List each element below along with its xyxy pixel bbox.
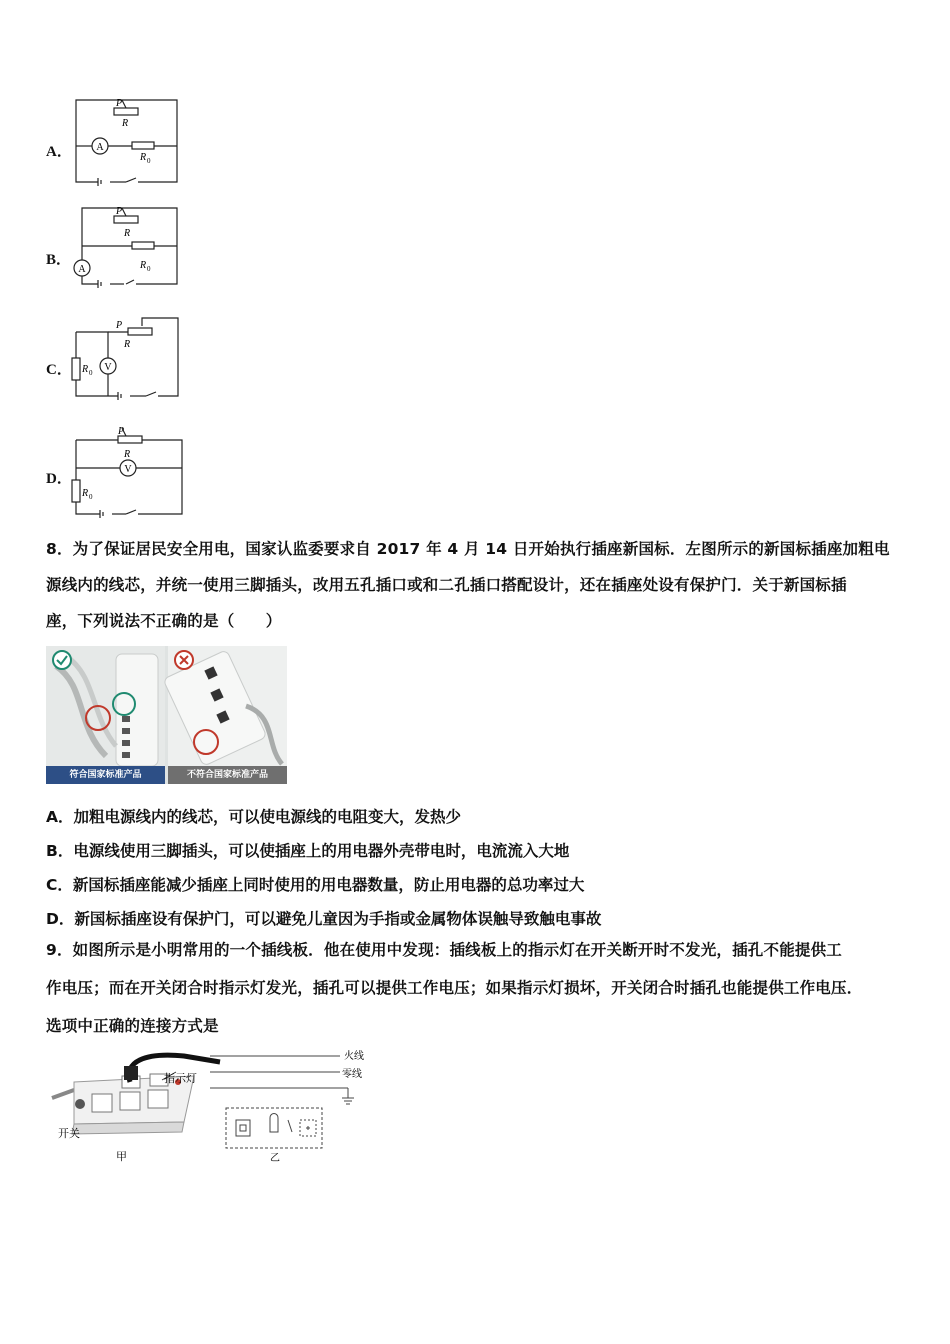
wiring-diagram	[210, 1056, 354, 1148]
q9-line-2: 作电压；而在开关闭合时指示灯发光，插孔可以提供工作电压；如果指示灯损坏，开关闭合时插孔也能提供工作电压．	[46, 979, 863, 997]
switch-label: 开关	[58, 1128, 80, 1140]
circuit-d-p: P	[118, 426, 125, 437]
circuit-c-r0: R	[82, 364, 89, 375]
compliant-caption: 符合国家标准产品	[46, 766, 165, 784]
option-d-label[interactable]: D．	[46, 471, 72, 487]
circuit-d-diagram	[70, 424, 185, 520]
power-strip-illustration	[52, 1055, 220, 1134]
circuit-d-r: R	[124, 449, 131, 460]
q8-line-3: 座，下列说法不正确的是（ ）	[46, 612, 282, 630]
circuit-b-r: R	[124, 228, 131, 239]
live-wire-label: 火线	[344, 1051, 364, 1062]
circuit-a-r0-sub: 0	[147, 157, 151, 165]
option-a-label[interactable]: A．	[46, 144, 72, 160]
q8-answer-b[interactable]: B．电源线使用三脚插头，可以使插座上的用电器外壳带电时，电流流入大地	[46, 842, 570, 860]
circuit-a-meter: A	[96, 142, 104, 153]
circuit-d-r0: R	[82, 488, 89, 499]
neutral-wire-label: 零线	[342, 1069, 362, 1080]
circuit-c-meter: V	[104, 362, 112, 373]
circuit-c-p: P	[116, 320, 123, 331]
noncompliant-caption: 不符合国家标准产品	[168, 766, 287, 784]
circuit-b-p: P	[116, 206, 123, 217]
fig-yi-label: 乙	[270, 1153, 280, 1164]
circuit-c-diagram	[70, 314, 185, 406]
q9-line-3: 选项中正确的连接方式是	[46, 1017, 219, 1035]
circuit-a-p: P	[116, 98, 123, 109]
q8-answer-c[interactable]: C．新国标插座能减少插座上同时使用的用电器数量，防止用电器的总功率过大	[46, 876, 585, 894]
circuit-b-meter: A	[78, 264, 86, 275]
socket-photo-illustration	[46, 646, 287, 784]
circuit-c-r0-sub: 0	[89, 369, 93, 377]
circuit-d-r0-sub: 0	[89, 493, 93, 501]
circuit-b-r0-sub: 0	[147, 265, 151, 273]
circuit-d-meter: V	[124, 464, 132, 475]
circuit-a-r: R	[122, 118, 129, 129]
indicator-label: 指示灯	[164, 1073, 197, 1085]
option-b-label[interactable]: B．	[46, 252, 72, 268]
q8-line-2: 源线内的线芯，并统一使用三脚插头，改用五孔插口或和二孔插口搭配设计，还在插座处设有保护门．关于新国标插	[46, 576, 847, 594]
power-strip-figure	[44, 1042, 374, 1167]
q9-line-1: 9．如图所示是小明常用的一个插线板．他在使用中发现：插线板上的指示灯在开关断开时不发光，插孔不能提供工	[46, 941, 842, 959]
fig-jia-label: 甲	[116, 1151, 127, 1163]
circuit-c-r: R	[124, 339, 131, 350]
circuit-b-diagram	[70, 204, 185, 296]
q8-line-1: 8．为了保证居民安全用电，国家认监委要求自 2017 年 4 月 14 日开始执行插座新国标．左图所示的新国标插座加粗电	[46, 540, 890, 558]
circuit-b-r0: R	[140, 260, 147, 271]
q8-answer-d[interactable]: D．新国标插座设有保护门，可以避免儿童因为手指或金属物体误触导致触电事故	[46, 910, 602, 928]
option-c-label[interactable]: C．	[46, 362, 72, 378]
circuit-a-diagram	[70, 96, 185, 188]
circuit-a-r0: R	[140, 152, 147, 163]
q8-answer-a[interactable]: A．加粗电源线内的线芯，可以使电源线的电阻变大，发热少	[46, 808, 461, 826]
socket-comparison-photo	[46, 646, 287, 784]
